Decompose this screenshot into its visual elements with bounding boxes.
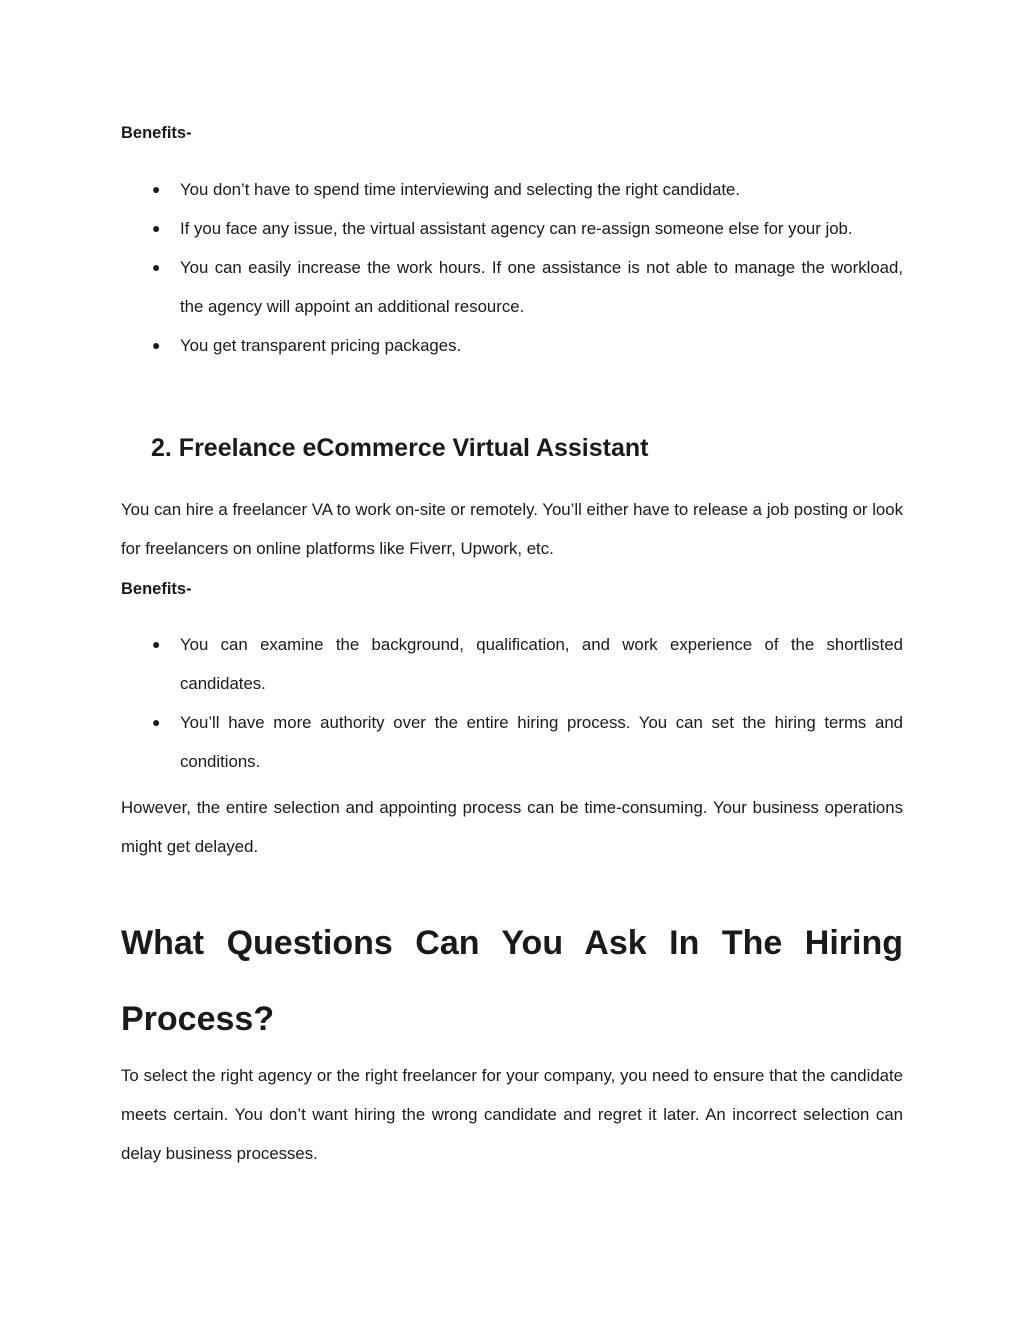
section-heading-questions: What Questions Can You Ask In The Hiring Process? (121, 924, 903, 1038)
bullet-icon: ● (152, 220, 161, 236)
bullet-icon: ● (152, 714, 161, 730)
list-item-text: You can examine the background, qualification, and work experience of the shortlisted candidates. (180, 635, 903, 693)
list-item (121, 170, 903, 209)
list-item (121, 209, 903, 248)
list-item (121, 248, 903, 326)
list-item (121, 703, 903, 781)
list-item-text: You don’t have to spend time interviewing and selecting the right candidate. (180, 180, 741, 199)
section-heading-freelance: 2. Freelance eCommerce Virtual Assistant (151, 434, 649, 462)
benefits-list-freelance (121, 625, 903, 781)
list-item (121, 326, 903, 365)
bullet-icon: ● (152, 259, 161, 275)
list-item-text: If you face any issue, the virtual assistant agency can re-assign someone else for your job. (180, 219, 853, 238)
list-item-text: You’ll have more authority over the entire hiring process. You can set the hiring terms and conditions. (180, 713, 903, 771)
bullet-icon: ● (152, 636, 161, 652)
bullet-icon: ● (152, 337, 161, 353)
benefits-label: Benefits- (121, 124, 192, 142)
list-item-text: You get transparent pricing packages. (180, 336, 462, 355)
freelance-closing-paragraph: However, the entire selection and appointing process can be time-consuming. Your business operations might get delayed. (121, 798, 903, 856)
list-item-text: You can easily increase the work hours. If one assistance is not able to manage the workload, the agency will appoint an additional resource. (180, 258, 903, 316)
list-item (121, 625, 903, 703)
freelance-intro-paragraph: You can hire a freelancer VA to work on-site or remotely. You’ll either have to release a job posting or look for freelancers on online platforms like Fiverr, Upwork, etc. (121, 500, 903, 558)
benefits-list-agency (121, 170, 903, 365)
bullet-icon: ● (152, 181, 161, 197)
questions-body-paragraph: To select the right agency or the right freelancer for your company, you need to ensure that the candidate meets certain. You don’t want hiring the wrong candidate and regret it later. An incorrect selection can delay business processes. (121, 1066, 903, 1163)
benefits-label: Benefits- (121, 580, 192, 598)
